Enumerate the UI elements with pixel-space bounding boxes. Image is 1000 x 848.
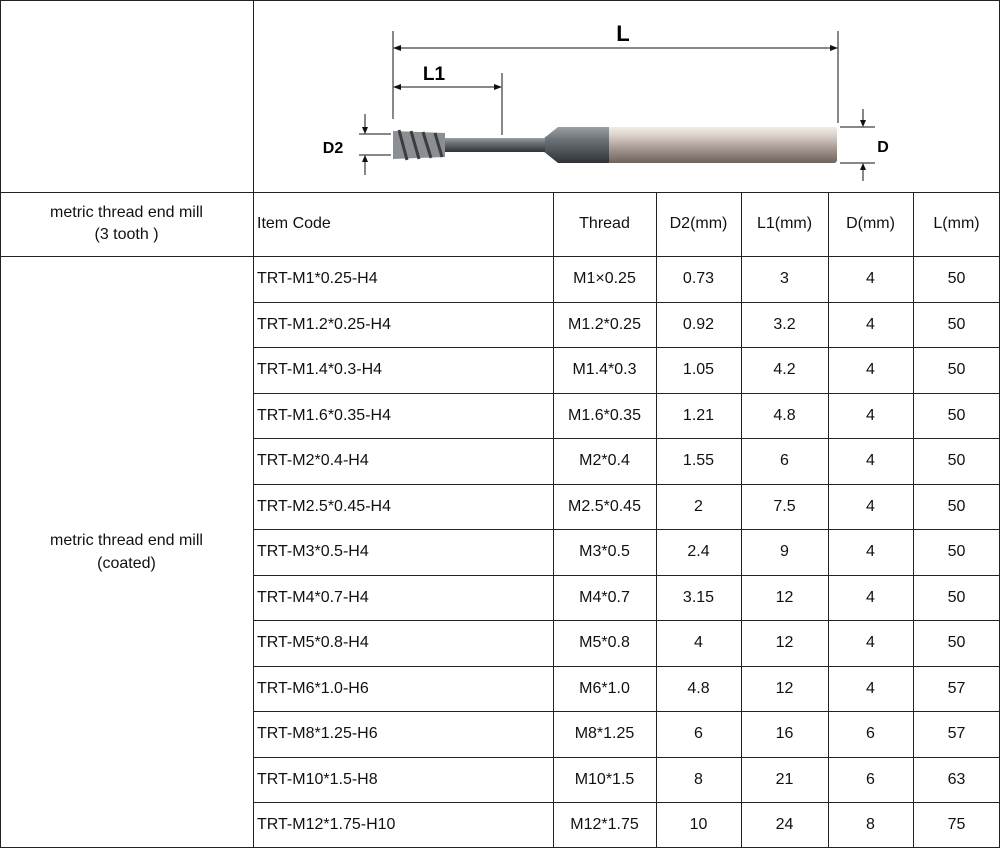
cell-l1: 24	[775, 816, 794, 833]
cell-item-code: TRT-M10*1.5-H8	[257, 770, 378, 788]
cell-thread: M6*1.0	[579, 679, 630, 697]
cell-d2: 0.92	[682, 315, 715, 333]
label-L: L	[616, 21, 630, 46]
cell-d2: 2.4	[687, 543, 710, 560]
cell-l1: 4.8	[773, 406, 796, 424]
cell-item-code: TRT-M5*0.8-H4	[257, 634, 369, 651]
cell-l1: 3.2	[773, 315, 796, 333]
cell-item-code: TRT-M1.4*0.3-H4	[257, 361, 383, 378]
grid-line	[253, 711, 1000, 712]
cell-d: 4	[866, 634, 875, 651]
group-label-line1: metric thread end mill	[50, 531, 203, 549]
header-item-code: Item Code	[257, 215, 331, 232]
cell-d: 4	[866, 406, 875, 424]
cell-d: 4	[866, 497, 875, 515]
grid-line	[0, 0, 1, 848]
cell-d2: 2	[694, 497, 703, 515]
cell-item-code: TRT-M4*0.7-H4	[257, 588, 369, 606]
label-D2: D2	[322, 140, 344, 157]
cell-l: 50	[947, 406, 966, 424]
grid-line	[253, 393, 1000, 394]
cell-d2: 4.8	[687, 679, 710, 697]
cell-item-code: TRT-M8*1.25-H6	[257, 725, 378, 742]
cell-l: 50	[947, 270, 966, 287]
cell-d: 4	[866, 543, 875, 560]
cell-d2: 3.15	[682, 588, 715, 606]
grid-line	[0, 192, 1000, 193]
grid-line	[253, 438, 1000, 439]
cell-thread: M1×0.25	[573, 270, 636, 287]
cell-d2: 1.21	[682, 406, 715, 424]
grid-line	[828, 192, 829, 848]
cell-thread: M1.4*0.3	[572, 361, 637, 378]
cell-l: 50	[947, 315, 966, 333]
grid-line	[253, 347, 1000, 348]
grid-line	[253, 529, 1000, 530]
grid-line	[553, 192, 554, 848]
cell-d: 8	[866, 816, 875, 833]
cell-d: 6	[866, 725, 875, 742]
cell-thread: M8*1.25	[574, 725, 635, 742]
cell-l1: 21	[775, 770, 794, 788]
cell-l1: 9	[780, 543, 789, 560]
cell-d2: 1.05	[682, 361, 715, 378]
grid-line	[253, 0, 254, 848]
cell-d: 4	[866, 452, 875, 469]
cell-thread: M4*0.7	[579, 588, 630, 606]
cell-thread: M2.5*0.45	[568, 497, 641, 515]
cell-thread: M12*1.75	[570, 816, 639, 833]
cell-item-code: TRT-M1.2*0.25-H4	[257, 315, 391, 333]
cell-l1: 7.5	[773, 497, 796, 515]
cell-l1: 6	[780, 452, 789, 469]
cell-d2: 10	[689, 816, 708, 833]
cell-d2: 8	[694, 770, 703, 788]
cell-thread: M5*0.8	[579, 634, 630, 651]
label-L1: L1	[422, 64, 446, 85]
cell-d2: 0.73	[682, 270, 715, 287]
end-mill-diagram	[253, 1, 999, 191]
header-thread: Thread	[579, 215, 630, 232]
cell-item-code: TRT-M12*1.75-H10	[257, 816, 396, 833]
category-header	[0, 192, 253, 256]
header-l1: L1(mm)	[756, 215, 813, 232]
cell-item-code: TRT-M1.6*0.35-H4	[257, 406, 391, 424]
grid-line	[253, 757, 1000, 758]
cell-thread: M1.2*0.25	[568, 315, 641, 333]
cell-item-code: TRT-M1*0.25-H4	[257, 270, 378, 287]
header-d2: D2(mm)	[669, 215, 728, 232]
cell-d: 4	[866, 588, 875, 606]
cell-l1: 16	[775, 725, 794, 742]
cell-d2: 4	[694, 634, 703, 651]
cell-thread: M1.6*0.35	[568, 406, 641, 424]
category-header-line2: (3 tooth )	[94, 226, 159, 243]
cell-item-code: TRT-M2.5*0.45-H4	[257, 497, 391, 515]
cell-d: 4	[866, 270, 875, 287]
cell-l: 50	[947, 588, 966, 606]
grid-line	[253, 802, 1000, 803]
cell-d2: 6	[694, 725, 703, 742]
cell-l1: 3	[780, 270, 789, 287]
cell-thread: M10*1.5	[574, 770, 635, 788]
cell-d2: 1.55	[682, 452, 715, 469]
cell-l: 50	[947, 361, 966, 378]
label-D: D	[877, 139, 889, 156]
cell-l1: 12	[775, 679, 794, 697]
cell-item-code: TRT-M6*1.0-H6	[257, 679, 369, 697]
grid-line	[253, 302, 1000, 303]
grid-line	[741, 192, 742, 848]
cell-d: 4	[866, 315, 875, 333]
grid-line	[253, 620, 1000, 621]
cell-l: 50	[947, 452, 966, 469]
cell-l1: 12	[775, 588, 794, 606]
grid-line	[0, 0, 1000, 1]
cell-l1: 4.2	[773, 361, 796, 378]
cell-l: 50	[947, 634, 966, 651]
group-label	[0, 256, 253, 848]
cell-d: 4	[866, 679, 875, 697]
cell-thread: M3*0.5	[579, 543, 630, 560]
grid-line	[656, 192, 657, 848]
cell-d: 4	[866, 361, 875, 378]
cell-l1: 12	[775, 634, 794, 651]
cell-l: 63	[947, 770, 966, 788]
header-l: L(mm)	[933, 215, 980, 232]
cell-l: 50	[947, 543, 966, 560]
cell-item-code: TRT-M2*0.4-H4	[257, 452, 369, 469]
group-label-line2: (coated)	[97, 554, 156, 572]
grid-line	[253, 575, 1000, 576]
cell-d: 6	[866, 770, 875, 788]
header-d: D(mm)	[846, 215, 895, 232]
grid-line	[0, 256, 1000, 257]
cell-l: 57	[947, 679, 966, 697]
end-mill-drawing	[253, 1, 999, 191]
cell-l: 50	[947, 497, 966, 515]
grid-line	[253, 666, 1000, 667]
grid-line	[253, 484, 1000, 485]
grid-line	[913, 192, 914, 848]
cell-item-code: TRT-M3*0.5-H4	[257, 543, 369, 560]
cell-l: 57	[947, 725, 966, 742]
cell-thread: M2*0.4	[579, 452, 630, 469]
cell-l: 75	[947, 816, 966, 833]
category-header-line1: metric thread end mill	[50, 204, 203, 221]
